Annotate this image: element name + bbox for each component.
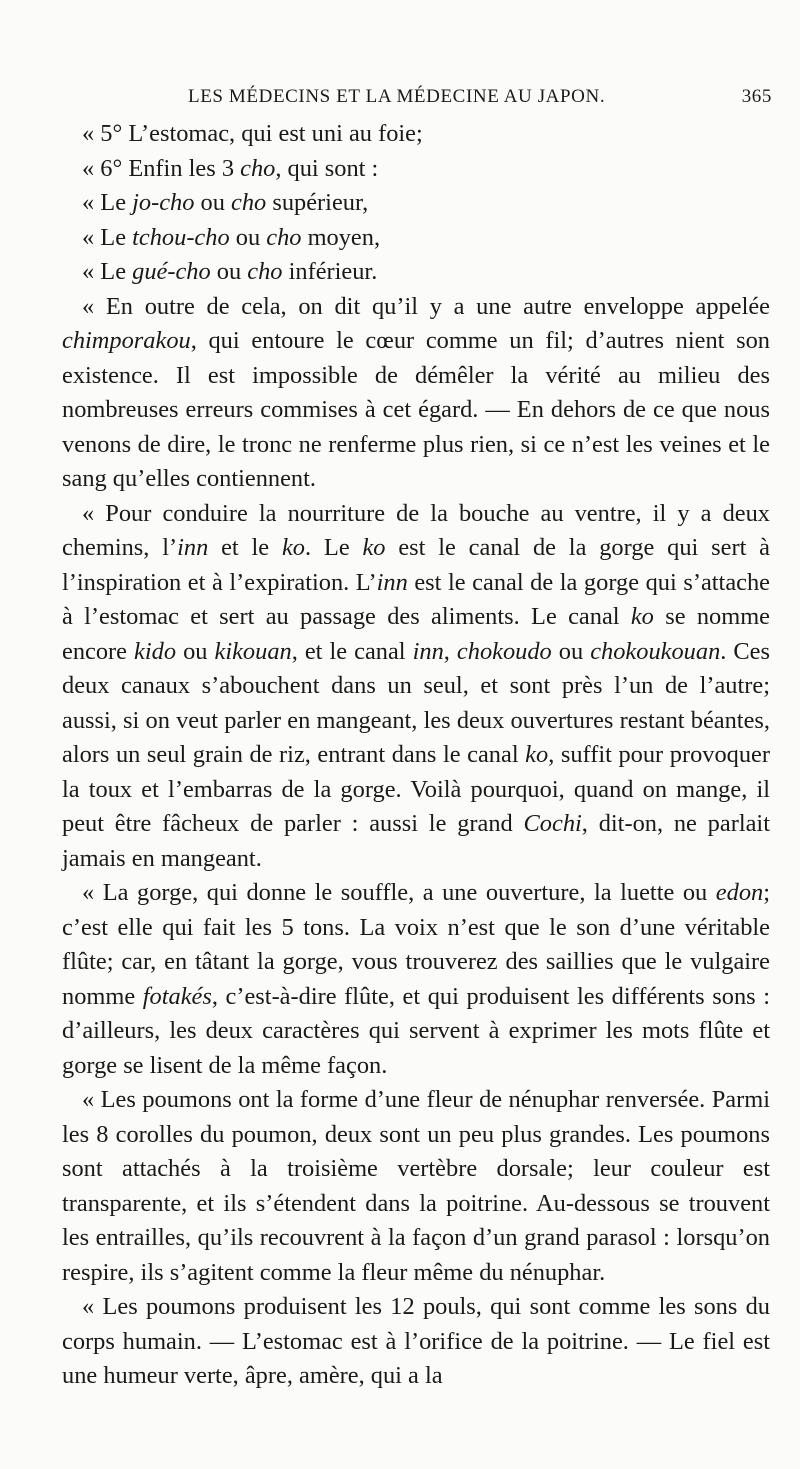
paragraph: « La gorge, qui donne le souffle, a une ouverture, la luette ou edon; c’est elle qui fait les 5 tons. La voix n’est que le son d’une véritable flûte; car, en tâtant la gorge, vous trouverez des saillies que le vulgaire nomme fotakés, c’est-à-dire flûte, et qui produisent les différents sons : d’ailleurs, les deux caractères qui servent à exprimer les mots flûte et gorge se lisent de la même façon. — [62, 879, 770, 1079]
page-number: 365 — [741, 86, 772, 107]
paragraph: « 5° L’estomac, qui est uni au foie; — [82, 120, 423, 147]
paragraph: « Les poumons ont la forme d’une fleur de nénuphar renversée. Parmi les 8 corolles du poumon, deux sont un peu plus grandes. Les poumons sont attachés à la troisième vertèbre dorsale; leur couleur est transparente, et ils s’étendent dans la poitrine. Au-dessous se trouvent les entrailles, qu’ils recouvrent à la façon d’un grand parasol : lorsqu’on respire, ils s’agitent comme la fleur même du nénuphar. — [62, 1086, 770, 1286]
paragraph: « Le gué-cho ou cho inférieur. — [82, 258, 378, 285]
paragraph: « Les poumons produisent les 12 pouls, qui sont comme les sons du corps humain. — L’estomac est à l’orifice de la poitrine. — Le fiel est une humeur verte, âpre, amère, qui a la — [62, 1293, 770, 1389]
paragraph: « Le jo-cho ou cho supérieur, — [82, 189, 369, 216]
paragraph: « Pour conduire la nourriture de la bouche au ventre, il y a deux chemins, l’inn et le ko. Le ko est le canal de la gorge qui sert à l’inspiration et à l’expiration. L’inn est le canal de la gorge qui s’attache à l’estomac et sert au passage des aliments. Le canal ko se nomme encore kido ou kikouan, et le canal inn, chokoudo ou chokoukouan. Ces deux canaux s’abouchent dans un seul, et sont près l’un de l’autre; aussi, si on veut parler en mangeant, les deux ouvertures restant béantes, alors un seul grain de riz, entrant dans le canal ko, suffit pour provoquer la toux et l’embarras de la gorge. Voilà pourquoi, quand on mange, il peut être fâcheux de parler : aussi le grand Cochi, dit-on, ne parlait jamais en mangeant. — [62, 499, 770, 872]
paragraph: « 6° Enfin les 3 cho, qui sont : — [82, 154, 379, 182]
running-head — [60, 86, 772, 116]
paragraph: « Le tchou-cho ou cho moyen, — [82, 223, 381, 251]
running-head-title: LES MÉDECINS ET LA MÉDECINE AU JAPON. — [188, 86, 606, 107]
paragraph: « En outre de cela, on dit qu’il y a une autre enveloppe appelée chimporakou, qui entoure le cœur comme un fil; d’autres nient son existence. Il est impossible de démêler la vérité au milieu des nombreuses erreurs commises à cet égard. — En dehors de ce que nous venons de dire, le tronc ne renferme plus rien, si ce n’est les veines et le sang qu’elles contiennent. — [62, 292, 770, 492]
body-text — [62, 117, 770, 1394]
